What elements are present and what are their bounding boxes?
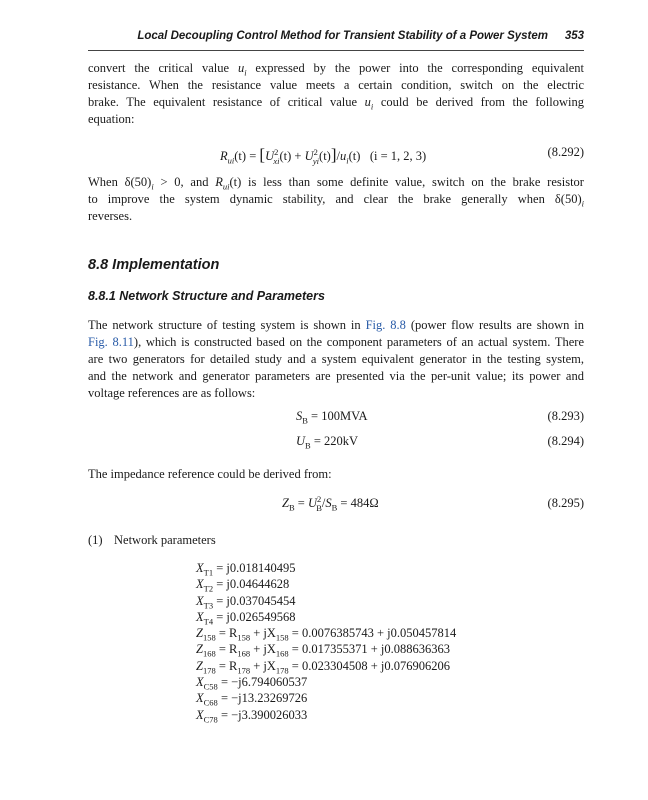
parameter-row: $Z_{168} = R_{168} + jX_{168} = 0.017355371 + j0.088636363$: [196, 642, 450, 659]
equation-8-292: [88, 145, 584, 166]
list-item-network-parameters: [88, 533, 216, 548]
parameter-row: $X_{T1} = j0.018140495$: [196, 561, 296, 578]
paragraph-brake-condition: [88, 174, 584, 225]
paragraph-impedance-reference: [88, 466, 584, 483]
text-line: are two generators for detailed study and a system equivalent generator in the testing system,: [88, 352, 584, 366]
text-line: reverses.: [88, 209, 133, 223]
parameter-row: $X_{T2} = j0.04644628$: [196, 577, 290, 594]
parameter-row: $Z_{178} = R_{178} + jX_{178} = 0.023304508 + j0.076906206$: [196, 658, 450, 676]
running-title: Local Decoupling Control Method for Transient Stability of a Power System: [137, 30, 548, 42]
list-label: Network parameters: [114, 533, 216, 547]
equation-8-295: [88, 493, 584, 514]
text-line: and the network and generator parameters are presented via the per-unit value; its power and: [88, 369, 584, 383]
equation-number: (8.293): [547, 409, 584, 423]
figure-link-8-8[interactable]: Fig. 8.8: [365, 318, 406, 332]
text-line: brake. The equivalent resistance of critical value $u_i$ could be derived from the following: [88, 95, 584, 112]
paragraph-critical-value: [88, 60, 584, 128]
parameter-row: $Z_{158} = R_{158} + jX_{158} = 0.0076385743 + j0.050457814$: [196, 626, 457, 643]
text-line: convert the critical value $u_i$ expressed by the power into the corresponding equivalent: [88, 61, 584, 78]
equation-8-294: [88, 434, 584, 452]
text-line: The impedance reference could be derived from:: [88, 467, 332, 481]
network-parameters-block: [196, 560, 456, 723]
text-line: to improve the system dynamic stability, and clear the brake generally when $\delta(50)_i$: [88, 192, 584, 209]
text-line: The network structure of testing system is shown in Fig. 8.8 (power flow results are shown in: [88, 318, 584, 332]
text-line: When $\delta(50)_i > 0$, and $R_{ui}(t)$ is less than some definite value, switch on the brake resistor: [88, 175, 584, 192]
parameter-row: $X_{C58} = -j6.794060537$: [196, 675, 308, 692]
parameter-row: $X_{T3} = j0.037045454$: [196, 593, 296, 611]
header-rule: [88, 50, 584, 51]
running-header: [88, 30, 584, 50]
equation-number: (8.292): [547, 145, 584, 159]
equation-expression: $U_B = 220kV$: [296, 434, 359, 451]
equation-number: (8.295): [547, 496, 584, 510]
parameter-row: $X_{C78} = -j3.390026033$: [196, 707, 308, 725]
parameter-row: $X_{C68} = -j13.23269726$: [196, 691, 308, 708]
figure-link-8-11[interactable]: Fig. 8.11: [88, 335, 134, 349]
equation-expression: $R_{ui}(t) = [U^2_{xi}(t) + U^2_{yi}(t)]/u_i(t)$ (i = 1, 2, 3): [220, 145, 427, 166]
equation-8-293: [88, 409, 584, 427]
text-line: equation:: [88, 112, 135, 126]
text-line: Fig. 8.11), which is constructed based on the component parameters of an actual system. There: [88, 335, 584, 349]
subsection-heading: 8.8.1 Network Structure and Parameters: [88, 289, 325, 303]
equation-expression: $S_B = 100MVA$: [296, 409, 368, 426]
equation-expression: $Z_B = U^2_B/S_B = 484\Omega$: [282, 493, 379, 513]
equation-number: (8.294): [547, 434, 584, 448]
paragraph-network-structure: [88, 317, 584, 402]
text-line: resistance. When the resistance value meets a certain condition, switch on the electric: [88, 78, 584, 92]
list-number: (1): [88, 533, 103, 547]
section-heading: 8.8 Implementation: [88, 257, 220, 273]
parameter-row: $X_{T4} = j0.026549568$: [196, 609, 296, 627]
page-number: 353: [564, 30, 584, 42]
text-line: voltage references are as follows:: [88, 386, 256, 400]
